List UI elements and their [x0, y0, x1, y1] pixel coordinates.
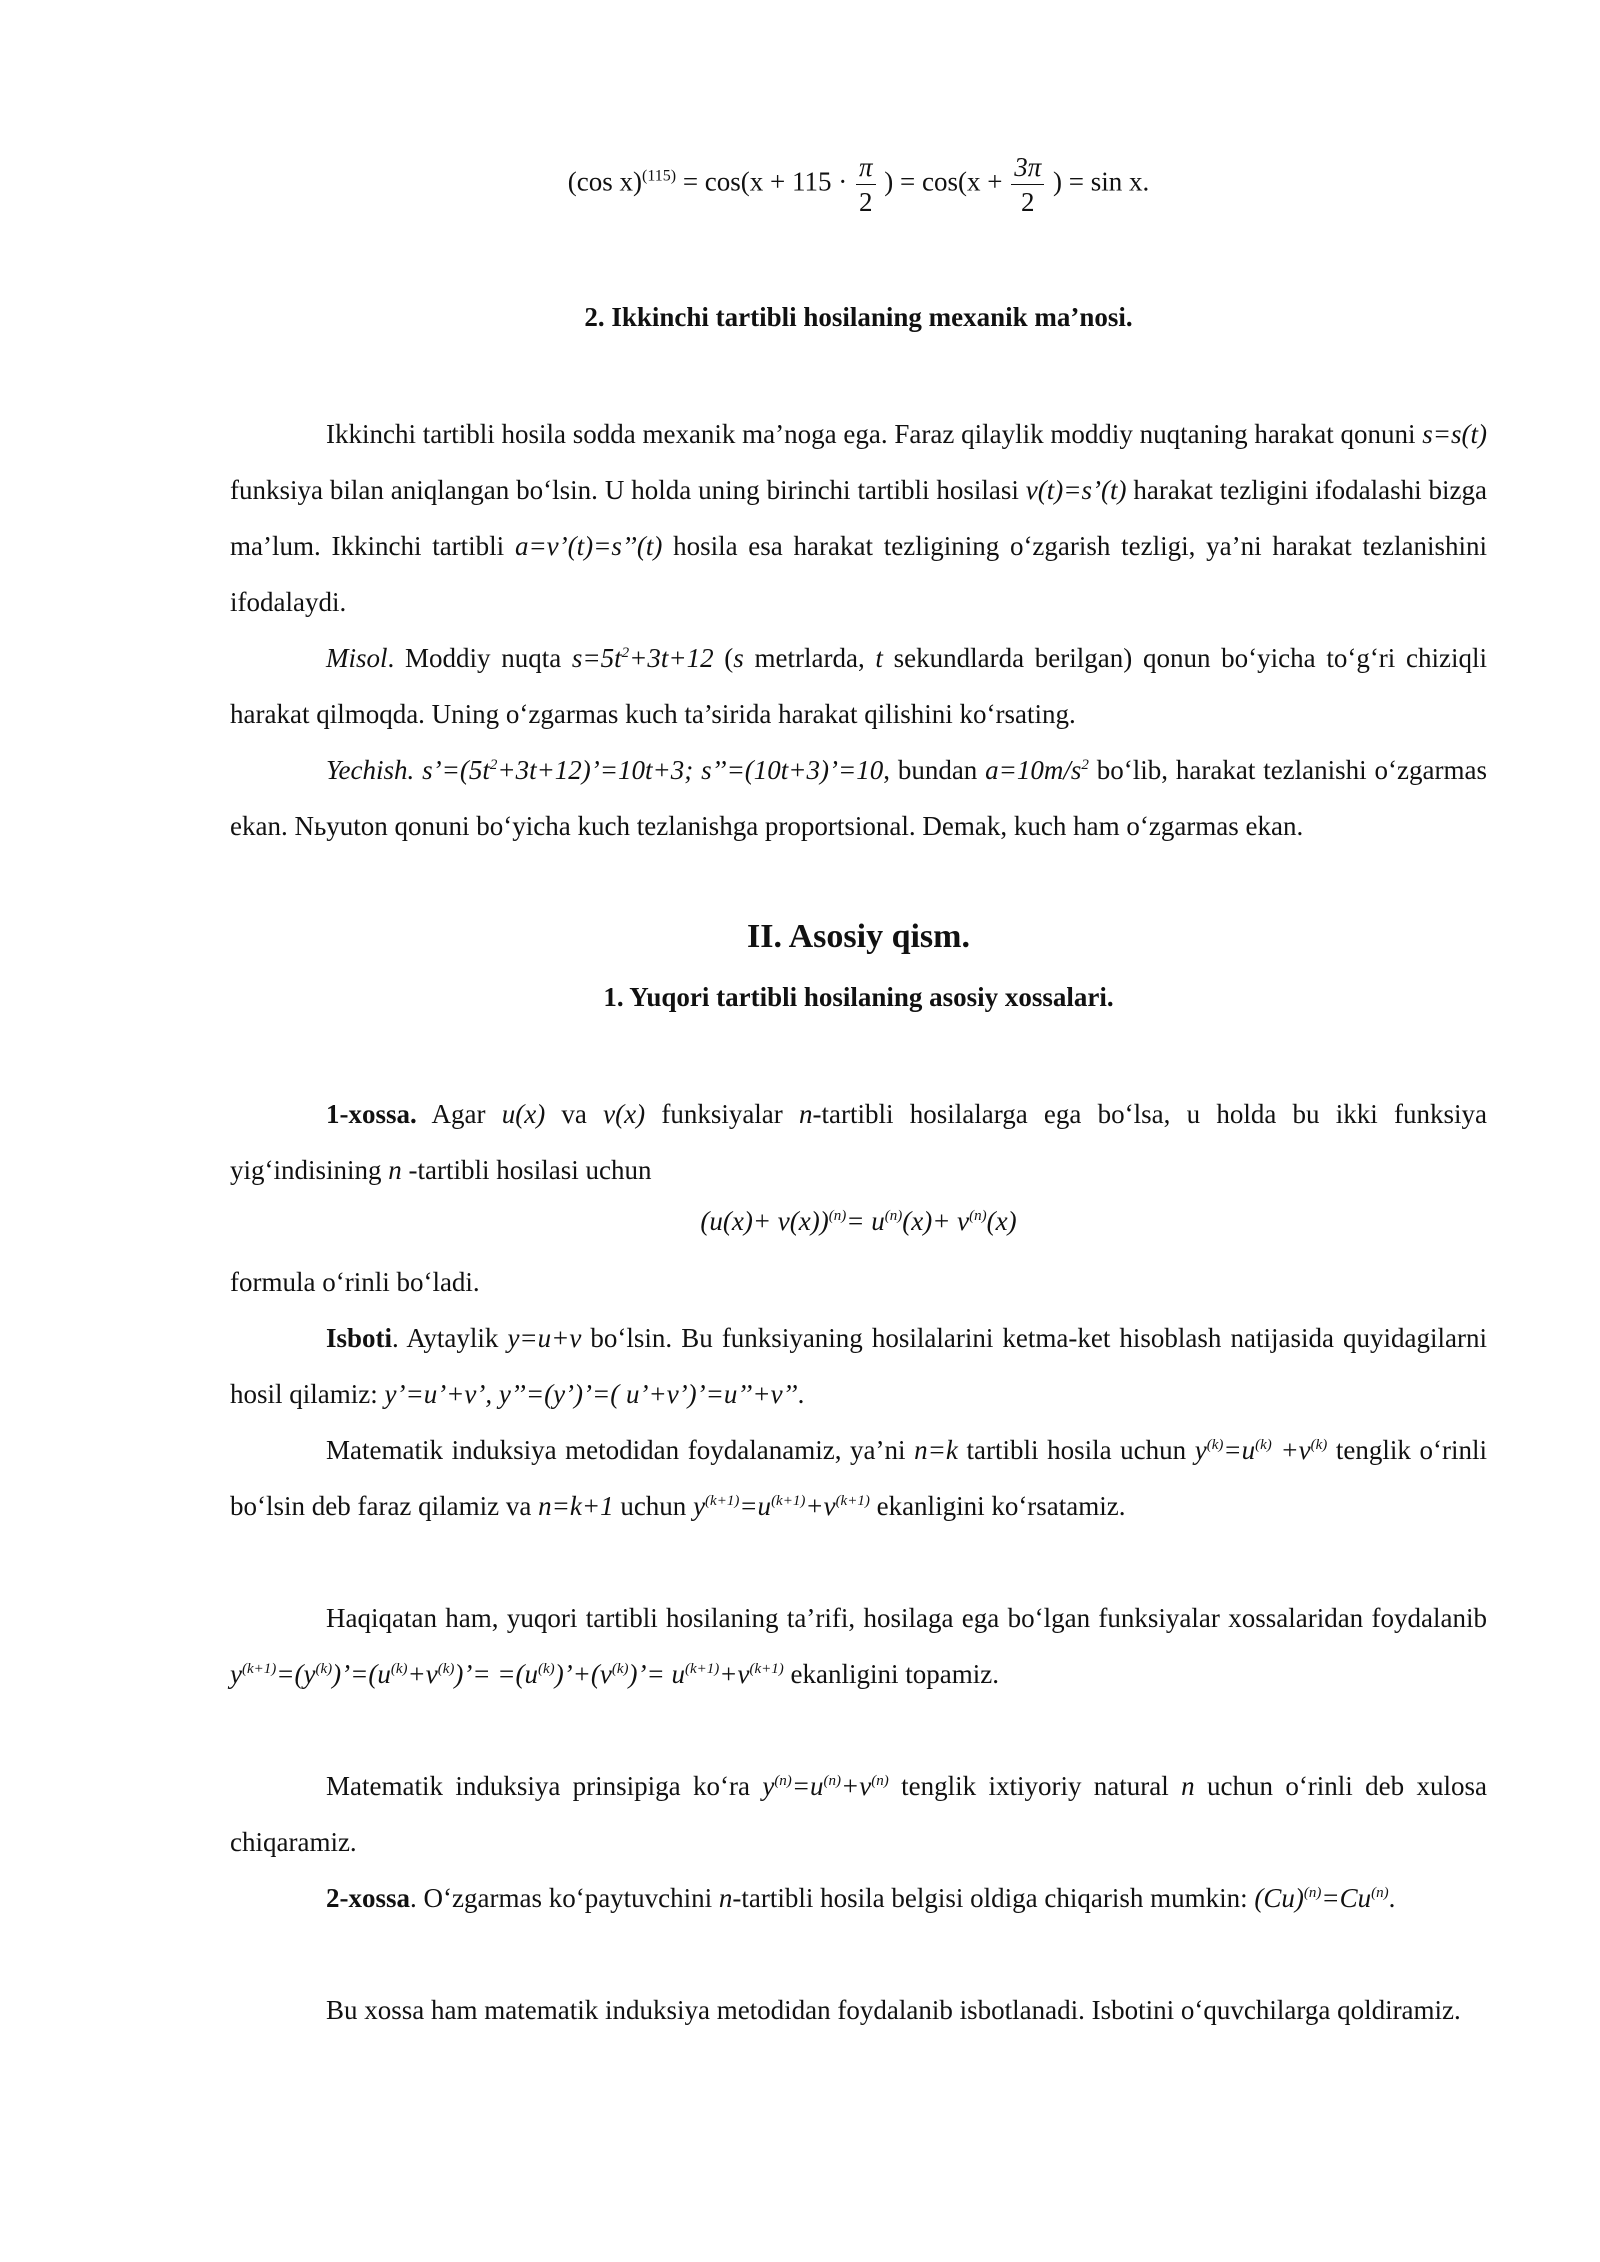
paragraph-induction: Matematik induksiya metodidan foydalanamiz, ya’ni n=k tartibli hosila uchun $y^{(k)}=u^{(k)} +v^{(k)}$ tenglik o‘rinli bo‘lsin deb faraz qilamiz va n=k+1 uchun $y^{(k+1)}=u^{(k+1)}+v^{(k+1)}$ ekanligini ko‘rsatamiz.	[230, 1435, 1488, 1521]
paragraph-example: Misol. Moddiy nuqta $s=5t^2+3t+12$ (s metrlarda, t sekundlarda berilgan) qonun bo‘yicha to‘g‘ri chiziqli harakat qilmoqda. Uning o‘zgarmas kuch ta’sirida harakat qilishini ko‘rsating.	[230, 643, 1487, 729]
section-2-heading: 2. Ikkinchi tartibli hosilaning mexanik ma’nosi.	[584, 302, 1133, 332]
paragraph-mechanical-meaning: Ikkinchi tartibli hosila sodda mexanik ma’noga ega. Faraz qilaylik moddiy nuqtaning harakat qonuni s=s(t) funksiya bilan aniqlangan bo‘lsin. U holda uning birinchi tartibli hosilasi v(t)=s’(t) harakat tezligini ifodalashi bizga ma’lum. Ikkinchi tartibli a=v’(t)=s’’(t) hosila esa harakat tezligining o‘zgarish tezligi, ya’ni harakat tezlanishini ifodalaydi.	[230, 419, 1487, 617]
paragraph-conclusion: Matematik induksiya prinsipiga ko‘ra $y^{(n)}=u^{(n)}+v^{(n)}$ tenglik ixtiyoriy natural n uchun o‘rinli deb xulosa chiqaramiz.	[230, 1771, 1487, 1857]
main-part-heading: II. Asosiy qism.	[747, 918, 970, 955]
paragraph-proof-left-to-reader: Bu xossa ham matematik induksiya metodidan foydalanib isbotlanadi. Isbotini o‘quvchilarga qoldiramiz.	[326, 1995, 1461, 2025]
paragraph-property-2: 2-xossa. O‘zgarmas ko‘paytuvchini n-tartibli hosila belgisi oldiga chiqarish mumkin: $(Cu)^{(n)}=Cu^{(n)}$.	[326, 1883, 1396, 1913]
paragraph-proof: Isboti. Aytaylik y=u+v bo‘lsin. Bu funksiyaning hosilalarini ketma-ket hisoblash natijasida quyidagilarni hosil qilamiz: y’=u’+v’, y’’=(y’)’=( u’+v’)’=u’’+v’’.	[230, 1323, 1487, 1409]
sum-derivative-formula: $(u(x)+ v(x))^{(n)}= u^{(n)}(x)+ v^{(n)}(x)$	[700, 1206, 1017, 1236]
paragraph-formula-holds: formula o‘rinli bo‘ladi.	[230, 1267, 480, 1297]
fraction-pi-over-2: $\frac{\pi}{2}$	[856, 150, 876, 219]
paragraph-indeed: Haqiqatan ham, yuqori tartibli hosilaning ta’rifi, hosilaga ega bo‘lgan funksiyalar xossalaridan foydalanib $y^{(k+1)}=(y^{(k)})’=(u^{(k)}+v^{(k)})’=$ $=(u^{(k)})’+(v^{(k)})’= u^{(k+1)}+v^{(k+1)}$ ekanligini topamiz.	[230, 1603, 1487, 1689]
paragraph-solution: Yechish. $s’=(5t^2+3t+12)’=10t+3$; s’’=(10t+3)’=10, bundan $a=10m/s^2$ bo‘lib, harakat tezlanishi o‘zgarmas ekan. Nьyuton qonuni bo‘yicha kuch tezlanishga proportsional. Demak, kuch ham o‘zgarmas ekan.	[230, 755, 1487, 841]
cosine-derivative-formula: (cos x)$^{(115)}$ = cos(x + 115 · $\frac{\pi}{2}$ ) = cos(x + $\frac{3\pi}{2}$ ) = sin x.	[567, 152, 1150, 217]
fraction-3pi-over-2: $\frac{3\pi}{2}$	[1011, 150, 1044, 219]
section-1-heading: 1. Yuqori tartibli hosilaning asosiy xossalari.	[603, 982, 1114, 1012]
paragraph-property-1: 1-xossa. Agar u(x) va v(x) funksiyalar n-tartibli hosilalarga ega bo‘lsa, u holda bu ikki funksiya yig‘indisining n -tartibli hosilasi uchun	[230, 1099, 1488, 1185]
